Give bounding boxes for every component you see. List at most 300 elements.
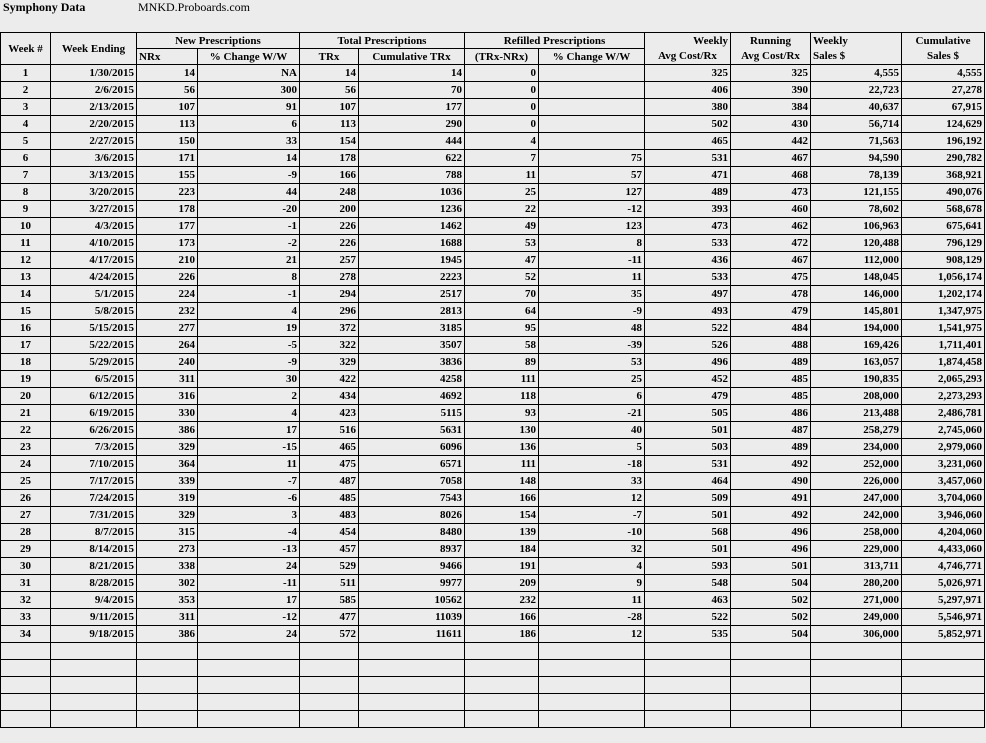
cell-week-ending[interactable]: 4/24/2015	[51, 269, 137, 286]
cell-pct-change-ref[interactable]: -21	[539, 405, 645, 422]
cell-running-avg-cost[interactable]: 490	[731, 473, 811, 490]
cell-week-num[interactable]: 25	[1, 473, 51, 490]
cell-cumulative-sales[interactable]: 2,273,293	[902, 388, 985, 405]
cell-weekly-sales[interactable]: 71,563	[811, 133, 902, 150]
cell-pct-change-ref[interactable]: 12	[539, 490, 645, 507]
cell-cum-trx[interactable]: 5631	[359, 422, 465, 439]
cell-trx[interactable]: 483	[300, 507, 359, 524]
cell-pct-change-new[interactable]: 21	[198, 252, 300, 269]
cell-week-ending[interactable]: 3/27/2015	[51, 201, 137, 218]
cell-pct-change-ref[interactable]: -28	[539, 609, 645, 626]
cell-trx[interactable]: 200	[300, 201, 359, 218]
cell-week-num[interactable]: 34	[1, 626, 51, 643]
empty-cell[interactable]	[1, 711, 51, 728]
cell-week-num[interactable]: 13	[1, 269, 51, 286]
cell-cumulative-sales[interactable]: 3,231,060	[902, 456, 985, 473]
cell-cumulative-sales[interactable]: 4,555	[902, 65, 985, 82]
cell-pct-change-new[interactable]: 44	[198, 184, 300, 201]
cell-week-ending[interactable]: 7/17/2015	[51, 473, 137, 490]
cell-weekly-avg-cost[interactable]: 380	[645, 99, 731, 116]
cell-weekly-sales[interactable]: 145,801	[811, 303, 902, 320]
cell-week-num[interactable]: 4	[1, 116, 51, 133]
cell-trx-nrx[interactable]: 186	[465, 626, 539, 643]
cell-pct-change-new[interactable]: -11	[198, 575, 300, 592]
cell-pct-change-new[interactable]: 2	[198, 388, 300, 405]
cell-nrx[interactable]: 171	[137, 150, 198, 167]
cell-week-ending[interactable]: 4/17/2015	[51, 252, 137, 269]
cell-cum-trx[interactable]: 444	[359, 133, 465, 150]
cell-cumulative-sales[interactable]: 2,065,293	[902, 371, 985, 388]
cell-cum-trx[interactable]: 7058	[359, 473, 465, 490]
empty-cell[interactable]	[300, 711, 359, 728]
empty-cell[interactable]	[902, 677, 985, 694]
col-cum-trx[interactable]: Cumulative TRx	[359, 49, 465, 65]
cell-running-avg-cost[interactable]: 442	[731, 133, 811, 150]
cell-pct-change-ref[interactable]: -18	[539, 456, 645, 473]
cell-cum-trx[interactable]: 8026	[359, 507, 465, 524]
cell-week-ending[interactable]: 7/31/2015	[51, 507, 137, 524]
cell-cumulative-sales[interactable]: 2,979,060	[902, 439, 985, 456]
cell-cum-trx[interactable]: 2223	[359, 269, 465, 286]
cell-weekly-avg-cost[interactable]: 501	[645, 507, 731, 524]
cell-week-ending[interactable]: 2/20/2015	[51, 116, 137, 133]
empty-cell[interactable]	[51, 677, 137, 694]
cell-pct-change-new[interactable]: 14	[198, 150, 300, 167]
cell-weekly-sales[interactable]: 22,723	[811, 82, 902, 99]
cell-trx[interactable]: 56	[300, 82, 359, 99]
cell-running-avg-cost[interactable]: 468	[731, 167, 811, 184]
col-weekly-sales-bottom[interactable]: Sales $	[811, 49, 902, 65]
cell-trx-nrx[interactable]: 139	[465, 524, 539, 541]
cell-trx-nrx[interactable]: 191	[465, 558, 539, 575]
cell-weekly-avg-cost[interactable]: 568	[645, 524, 731, 541]
cell-week-ending[interactable]: 5/8/2015	[51, 303, 137, 320]
cell-running-avg-cost[interactable]: 384	[731, 99, 811, 116]
cell-trx[interactable]: 294	[300, 286, 359, 303]
cell-weekly-avg-cost[interactable]: 522	[645, 320, 731, 337]
cell-cum-trx[interactable]: 1236	[359, 201, 465, 218]
cell-cumulative-sales[interactable]: 3,457,060	[902, 473, 985, 490]
cell-cum-trx[interactable]: 9977	[359, 575, 465, 592]
cell-trx[interactable]: 154	[300, 133, 359, 150]
cell-running-avg-cost[interactable]: 472	[731, 235, 811, 252]
cell-weekly-avg-cost[interactable]: 505	[645, 405, 731, 422]
empty-cell[interactable]	[198, 643, 300, 660]
cell-pct-change-ref[interactable]: -9	[539, 303, 645, 320]
cell-trx[interactable]: 585	[300, 592, 359, 609]
cell-weekly-sales[interactable]: 247,000	[811, 490, 902, 507]
cell-cumulative-sales[interactable]: 1,056,174	[902, 269, 985, 286]
cell-nrx[interactable]: 277	[137, 320, 198, 337]
cell-pct-change-new[interactable]: 17	[198, 592, 300, 609]
cell-cumulative-sales[interactable]: 124,629	[902, 116, 985, 133]
cell-week-num[interactable]: 7	[1, 167, 51, 184]
cell-pct-change-new[interactable]: -2	[198, 235, 300, 252]
cell-running-avg-cost[interactable]: 462	[731, 218, 811, 235]
cell-trx-nrx[interactable]: 49	[465, 218, 539, 235]
cell-week-ending[interactable]: 2/27/2015	[51, 133, 137, 150]
cell-weekly-avg-cost[interactable]: 393	[645, 201, 731, 218]
cell-cumulative-sales[interactable]: 796,129	[902, 235, 985, 252]
cell-trx[interactable]: 257	[300, 252, 359, 269]
cell-running-avg-cost[interactable]: 489	[731, 439, 811, 456]
empty-cell[interactable]	[731, 660, 811, 677]
cell-pct-change-ref[interactable]: 9	[539, 575, 645, 592]
cell-week-num[interactable]: 11	[1, 235, 51, 252]
cell-trx[interactable]: 516	[300, 422, 359, 439]
cell-trx-nrx[interactable]: 11	[465, 167, 539, 184]
cell-weekly-sales[interactable]: 148,045	[811, 269, 902, 286]
cell-trx[interactable]: 372	[300, 320, 359, 337]
empty-cell[interactable]	[198, 660, 300, 677]
cell-pct-change-ref[interactable]: -39	[539, 337, 645, 354]
cell-cum-trx[interactable]: 9466	[359, 558, 465, 575]
empty-cell[interactable]	[137, 694, 198, 711]
cell-weekly-avg-cost[interactable]: 593	[645, 558, 731, 575]
cell-week-ending[interactable]: 8/21/2015	[51, 558, 137, 575]
cell-pct-change-new[interactable]: 24	[198, 558, 300, 575]
col-cum-sales-top[interactable]: Cumulative	[902, 33, 985, 49]
cell-weekly-avg-cost[interactable]: 489	[645, 184, 731, 201]
col-running-avg-top[interactable]: Running	[731, 33, 811, 49]
cell-week-ending[interactable]: 3/13/2015	[51, 167, 137, 184]
cell-nrx[interactable]: 338	[137, 558, 198, 575]
col-nrx[interactable]: NRx	[137, 49, 198, 65]
cell-cum-trx[interactable]: 5115	[359, 405, 465, 422]
cell-running-avg-cost[interactable]: 502	[731, 592, 811, 609]
empty-cell[interactable]	[731, 694, 811, 711]
empty-cell[interactable]	[731, 677, 811, 694]
cell-pct-change-ref[interactable]: 48	[539, 320, 645, 337]
cell-trx[interactable]: 113	[300, 116, 359, 133]
empty-cell[interactable]	[300, 694, 359, 711]
cell-week-num[interactable]: 8	[1, 184, 51, 201]
cell-pct-change-new[interactable]: NA	[198, 65, 300, 82]
empty-cell[interactable]	[51, 694, 137, 711]
cell-week-ending[interactable]: 9/11/2015	[51, 609, 137, 626]
cell-weekly-avg-cost[interactable]: 533	[645, 269, 731, 286]
cell-pct-change-new[interactable]: -12	[198, 609, 300, 626]
cell-nrx[interactable]: 210	[137, 252, 198, 269]
empty-cell[interactable]	[465, 694, 539, 711]
cell-pct-change-new[interactable]: -13	[198, 541, 300, 558]
cell-pct-change-new[interactable]: 24	[198, 626, 300, 643]
cell-weekly-sales[interactable]: 78,139	[811, 167, 902, 184]
cell-pct-change-new[interactable]: -1	[198, 218, 300, 235]
cell-running-avg-cost[interactable]: 467	[731, 150, 811, 167]
cell-pct-change-ref[interactable]	[539, 82, 645, 99]
cell-pct-change-ref[interactable]: 4	[539, 558, 645, 575]
cell-weekly-avg-cost[interactable]: 509	[645, 490, 731, 507]
cell-running-avg-cost[interactable]: 430	[731, 116, 811, 133]
col-running-avg-bottom[interactable]: Avg Cost/Rx	[731, 49, 811, 65]
cell-weekly-sales[interactable]: 106,963	[811, 218, 902, 235]
cell-week-num[interactable]: 32	[1, 592, 51, 609]
cell-week-ending[interactable]: 9/4/2015	[51, 592, 137, 609]
cell-running-avg-cost[interactable]: 492	[731, 456, 811, 473]
empty-cell[interactable]	[539, 694, 645, 711]
cell-nrx[interactable]: 329	[137, 439, 198, 456]
cell-weekly-avg-cost[interactable]: 533	[645, 235, 731, 252]
cell-cum-trx[interactable]: 11039	[359, 609, 465, 626]
cell-week-num[interactable]: 20	[1, 388, 51, 405]
empty-cell[interactable]	[465, 660, 539, 677]
col-trx-nrx[interactable]: (TRx-NRx)	[465, 49, 539, 65]
cell-weekly-sales[interactable]: 194,000	[811, 320, 902, 337]
cell-pct-change-new[interactable]: -9	[198, 167, 300, 184]
cell-pct-change-new[interactable]: -4	[198, 524, 300, 541]
cell-cum-trx[interactable]: 10562	[359, 592, 465, 609]
cell-trx-nrx[interactable]: 47	[465, 252, 539, 269]
cell-running-avg-cost[interactable]: 496	[731, 524, 811, 541]
cell-nrx[interactable]: 386	[137, 626, 198, 643]
cell-trx-nrx[interactable]: 53	[465, 235, 539, 252]
cell-weekly-sales[interactable]: 163,057	[811, 354, 902, 371]
cell-running-avg-cost[interactable]: 460	[731, 201, 811, 218]
cell-pct-change-new[interactable]: -1	[198, 286, 300, 303]
cell-pct-change-ref[interactable]: -10	[539, 524, 645, 541]
cell-week-num[interactable]: 6	[1, 150, 51, 167]
cell-weekly-sales[interactable]: 121,155	[811, 184, 902, 201]
cell-trx[interactable]: 248	[300, 184, 359, 201]
cell-running-avg-cost[interactable]: 489	[731, 354, 811, 371]
cell-cumulative-sales[interactable]: 675,641	[902, 218, 985, 235]
cell-pct-change-new[interactable]: 300	[198, 82, 300, 99]
cell-cum-trx[interactable]: 1945	[359, 252, 465, 269]
cell-weekly-avg-cost[interactable]: 535	[645, 626, 731, 643]
empty-cell[interactable]	[51, 643, 137, 660]
empty-cell[interactable]	[902, 643, 985, 660]
cell-trx-nrx[interactable]: 166	[465, 490, 539, 507]
cell-running-avg-cost[interactable]: 485	[731, 371, 811, 388]
cell-cum-trx[interactable]: 788	[359, 167, 465, 184]
empty-cell[interactable]	[359, 660, 465, 677]
empty-cell[interactable]	[137, 660, 198, 677]
cell-trx-nrx[interactable]: 52	[465, 269, 539, 286]
cell-week-ending[interactable]: 4/3/2015	[51, 218, 137, 235]
empty-cell[interactable]	[731, 711, 811, 728]
cell-pct-change-ref[interactable]: -11	[539, 252, 645, 269]
group-new-prescriptions[interactable]: New Prescriptions	[137, 33, 300, 49]
cell-pct-change-ref[interactable]: 11	[539, 592, 645, 609]
cell-weekly-avg-cost[interactable]: 436	[645, 252, 731, 269]
cell-trx[interactable]: 226	[300, 235, 359, 252]
cell-cum-trx[interactable]: 70	[359, 82, 465, 99]
empty-cell[interactable]	[300, 660, 359, 677]
group-refilled-prescriptions[interactable]: Refilled Prescriptions	[465, 33, 645, 49]
cell-cumulative-sales[interactable]: 5,852,971	[902, 626, 985, 643]
cell-trx[interactable]: 322	[300, 337, 359, 354]
cell-cumulative-sales[interactable]: 1,202,174	[902, 286, 985, 303]
cell-nrx[interactable]: 264	[137, 337, 198, 354]
cell-cum-trx[interactable]: 8937	[359, 541, 465, 558]
cell-trx[interactable]: 226	[300, 218, 359, 235]
cell-cumulative-sales[interactable]: 1,874,458	[902, 354, 985, 371]
cell-trx[interactable]: 454	[300, 524, 359, 541]
cell-running-avg-cost[interactable]: 496	[731, 541, 811, 558]
cell-pct-change-new[interactable]: 33	[198, 133, 300, 150]
cell-trx-nrx[interactable]: 0	[465, 65, 539, 82]
cell-week-num[interactable]: 12	[1, 252, 51, 269]
cell-week-ending[interactable]: 8/7/2015	[51, 524, 137, 541]
cell-pct-change-ref[interactable]: 57	[539, 167, 645, 184]
col-weekly-sales-top[interactable]: Weekly	[811, 33, 902, 49]
cell-running-avg-cost[interactable]: 504	[731, 626, 811, 643]
cell-weekly-sales[interactable]: 190,835	[811, 371, 902, 388]
cell-pct-change-ref[interactable]: 35	[539, 286, 645, 303]
cell-week-num[interactable]: 19	[1, 371, 51, 388]
cell-pct-change-new[interactable]: -7	[198, 473, 300, 490]
empty-cell[interactable]	[539, 660, 645, 677]
empty-cell[interactable]	[198, 694, 300, 711]
cell-pct-change-new[interactable]: -9	[198, 354, 300, 371]
cell-pct-change-new[interactable]: -20	[198, 201, 300, 218]
cell-pct-change-ref[interactable]	[539, 99, 645, 116]
cell-cum-trx[interactable]: 4692	[359, 388, 465, 405]
cell-week-ending[interactable]: 5/15/2015	[51, 320, 137, 337]
cell-weekly-avg-cost[interactable]: 473	[645, 218, 731, 235]
cell-pct-change-new[interactable]: 30	[198, 371, 300, 388]
cell-trx-nrx[interactable]: 118	[465, 388, 539, 405]
cell-trx-nrx[interactable]: 22	[465, 201, 539, 218]
cell-week-num[interactable]: 3	[1, 99, 51, 116]
cell-trx-nrx[interactable]: 25	[465, 184, 539, 201]
cell-nrx[interactable]: 113	[137, 116, 198, 133]
cell-cum-trx[interactable]: 622	[359, 150, 465, 167]
cell-cumulative-sales[interactable]: 908,129	[902, 252, 985, 269]
cell-week-ending[interactable]: 6/19/2015	[51, 405, 137, 422]
cell-week-num[interactable]: 29	[1, 541, 51, 558]
cell-nrx[interactable]: 329	[137, 507, 198, 524]
cell-cumulative-sales[interactable]: 3,946,060	[902, 507, 985, 524]
cell-weekly-avg-cost[interactable]: 531	[645, 456, 731, 473]
cell-cumulative-sales[interactable]: 1,541,975	[902, 320, 985, 337]
cell-cum-trx[interactable]: 3836	[359, 354, 465, 371]
empty-cell[interactable]	[465, 643, 539, 660]
cell-nrx[interactable]: 224	[137, 286, 198, 303]
cell-trx-nrx[interactable]: 184	[465, 541, 539, 558]
cell-running-avg-cost[interactable]: 325	[731, 65, 811, 82]
cell-nrx[interactable]: 273	[137, 541, 198, 558]
cell-nrx[interactable]: 353	[137, 592, 198, 609]
col-pct-change-ref[interactable]: % Change W/W	[539, 49, 645, 65]
empty-cell[interactable]	[1, 677, 51, 694]
cell-trx-nrx[interactable]: 111	[465, 456, 539, 473]
empty-cell[interactable]	[1, 643, 51, 660]
cell-weekly-avg-cost[interactable]: 531	[645, 150, 731, 167]
cell-weekly-sales[interactable]: 234,000	[811, 439, 902, 456]
cell-running-avg-cost[interactable]: 467	[731, 252, 811, 269]
cell-pct-change-new[interactable]: -6	[198, 490, 300, 507]
cell-weekly-avg-cost[interactable]: 522	[645, 609, 731, 626]
cell-week-num[interactable]: 14	[1, 286, 51, 303]
cell-cumulative-sales[interactable]: 290,782	[902, 150, 985, 167]
cell-cumulative-sales[interactable]: 5,297,971	[902, 592, 985, 609]
cell-weekly-avg-cost[interactable]: 465	[645, 133, 731, 150]
cell-nrx[interactable]: 177	[137, 218, 198, 235]
cell-running-avg-cost[interactable]: 488	[731, 337, 811, 354]
cell-trx-nrx[interactable]: 136	[465, 439, 539, 456]
cell-cumulative-sales[interactable]: 490,076	[902, 184, 985, 201]
cell-trx-nrx[interactable]: 232	[465, 592, 539, 609]
cell-trx-nrx[interactable]: 58	[465, 337, 539, 354]
cell-week-num[interactable]: 5	[1, 133, 51, 150]
cell-weekly-sales[interactable]: 146,000	[811, 286, 902, 303]
cell-cumulative-sales[interactable]: 4,204,060	[902, 524, 985, 541]
cell-running-avg-cost[interactable]: 390	[731, 82, 811, 99]
cell-pct-change-ref[interactable]: 8	[539, 235, 645, 252]
cell-week-num[interactable]: 24	[1, 456, 51, 473]
cell-trx-nrx[interactable]: 89	[465, 354, 539, 371]
cell-weekly-sales[interactable]: 258,279	[811, 422, 902, 439]
empty-cell[interactable]	[198, 711, 300, 728]
cell-trx[interactable]: 572	[300, 626, 359, 643]
cell-nrx[interactable]: 319	[137, 490, 198, 507]
cell-trx[interactable]: 296	[300, 303, 359, 320]
cell-running-avg-cost[interactable]: 484	[731, 320, 811, 337]
cell-nrx[interactable]: 364	[137, 456, 198, 473]
cell-trx-nrx[interactable]: 95	[465, 320, 539, 337]
cell-pct-change-ref[interactable]	[539, 133, 645, 150]
cell-week-num[interactable]: 16	[1, 320, 51, 337]
cell-cum-trx[interactable]: 6571	[359, 456, 465, 473]
cell-cum-trx[interactable]: 11611	[359, 626, 465, 643]
cell-weekly-avg-cost[interactable]: 501	[645, 541, 731, 558]
cell-weekly-avg-cost[interactable]: 502	[645, 116, 731, 133]
cell-cumulative-sales[interactable]: 1,711,401	[902, 337, 985, 354]
cell-nrx[interactable]: 14	[137, 65, 198, 82]
empty-cell[interactable]	[198, 677, 300, 694]
cell-trx[interactable]: 485	[300, 490, 359, 507]
cell-nrx[interactable]: 223	[137, 184, 198, 201]
cell-nrx[interactable]: 150	[137, 133, 198, 150]
cell-week-num[interactable]: 1	[1, 65, 51, 82]
empty-cell[interactable]	[645, 643, 731, 660]
cell-weekly-sales[interactable]: 258,000	[811, 524, 902, 541]
empty-cell[interactable]	[465, 711, 539, 728]
cell-nrx[interactable]: 311	[137, 371, 198, 388]
cell-week-ending[interactable]: 1/30/2015	[51, 65, 137, 82]
cell-week-ending[interactable]: 6/26/2015	[51, 422, 137, 439]
cell-cum-trx[interactable]: 1688	[359, 235, 465, 252]
cell-pct-change-ref[interactable]: 32	[539, 541, 645, 558]
cell-pct-change-ref[interactable]	[539, 116, 645, 133]
cell-nrx[interactable]: 302	[137, 575, 198, 592]
cell-trx[interactable]: 529	[300, 558, 359, 575]
empty-cell[interactable]	[51, 660, 137, 677]
empty-cell[interactable]	[539, 711, 645, 728]
cell-trx[interactable]: 487	[300, 473, 359, 490]
cell-trx[interactable]: 457	[300, 541, 359, 558]
cell-week-ending[interactable]: 5/29/2015	[51, 354, 137, 371]
cell-cumulative-sales[interactable]: 3,704,060	[902, 490, 985, 507]
cell-weekly-avg-cost[interactable]: 452	[645, 371, 731, 388]
cell-running-avg-cost[interactable]: 473	[731, 184, 811, 201]
cell-week-num[interactable]: 22	[1, 422, 51, 439]
cell-cum-trx[interactable]: 2517	[359, 286, 465, 303]
cell-week-num[interactable]: 21	[1, 405, 51, 422]
cell-weekly-sales[interactable]: 306,000	[811, 626, 902, 643]
cell-cumulative-sales[interactable]: 4,433,060	[902, 541, 985, 558]
cell-running-avg-cost[interactable]: 504	[731, 575, 811, 592]
col-pct-change-new[interactable]: % Change W/W	[198, 49, 300, 65]
cell-week-num[interactable]: 33	[1, 609, 51, 626]
cell-cumulative-sales[interactable]: 2,486,781	[902, 405, 985, 422]
cell-weekly-avg-cost[interactable]: 496	[645, 354, 731, 371]
cell-week-ending[interactable]: 3/6/2015	[51, 150, 137, 167]
cell-pct-change-ref[interactable]: 123	[539, 218, 645, 235]
cell-pct-change-ref[interactable]: 33	[539, 473, 645, 490]
